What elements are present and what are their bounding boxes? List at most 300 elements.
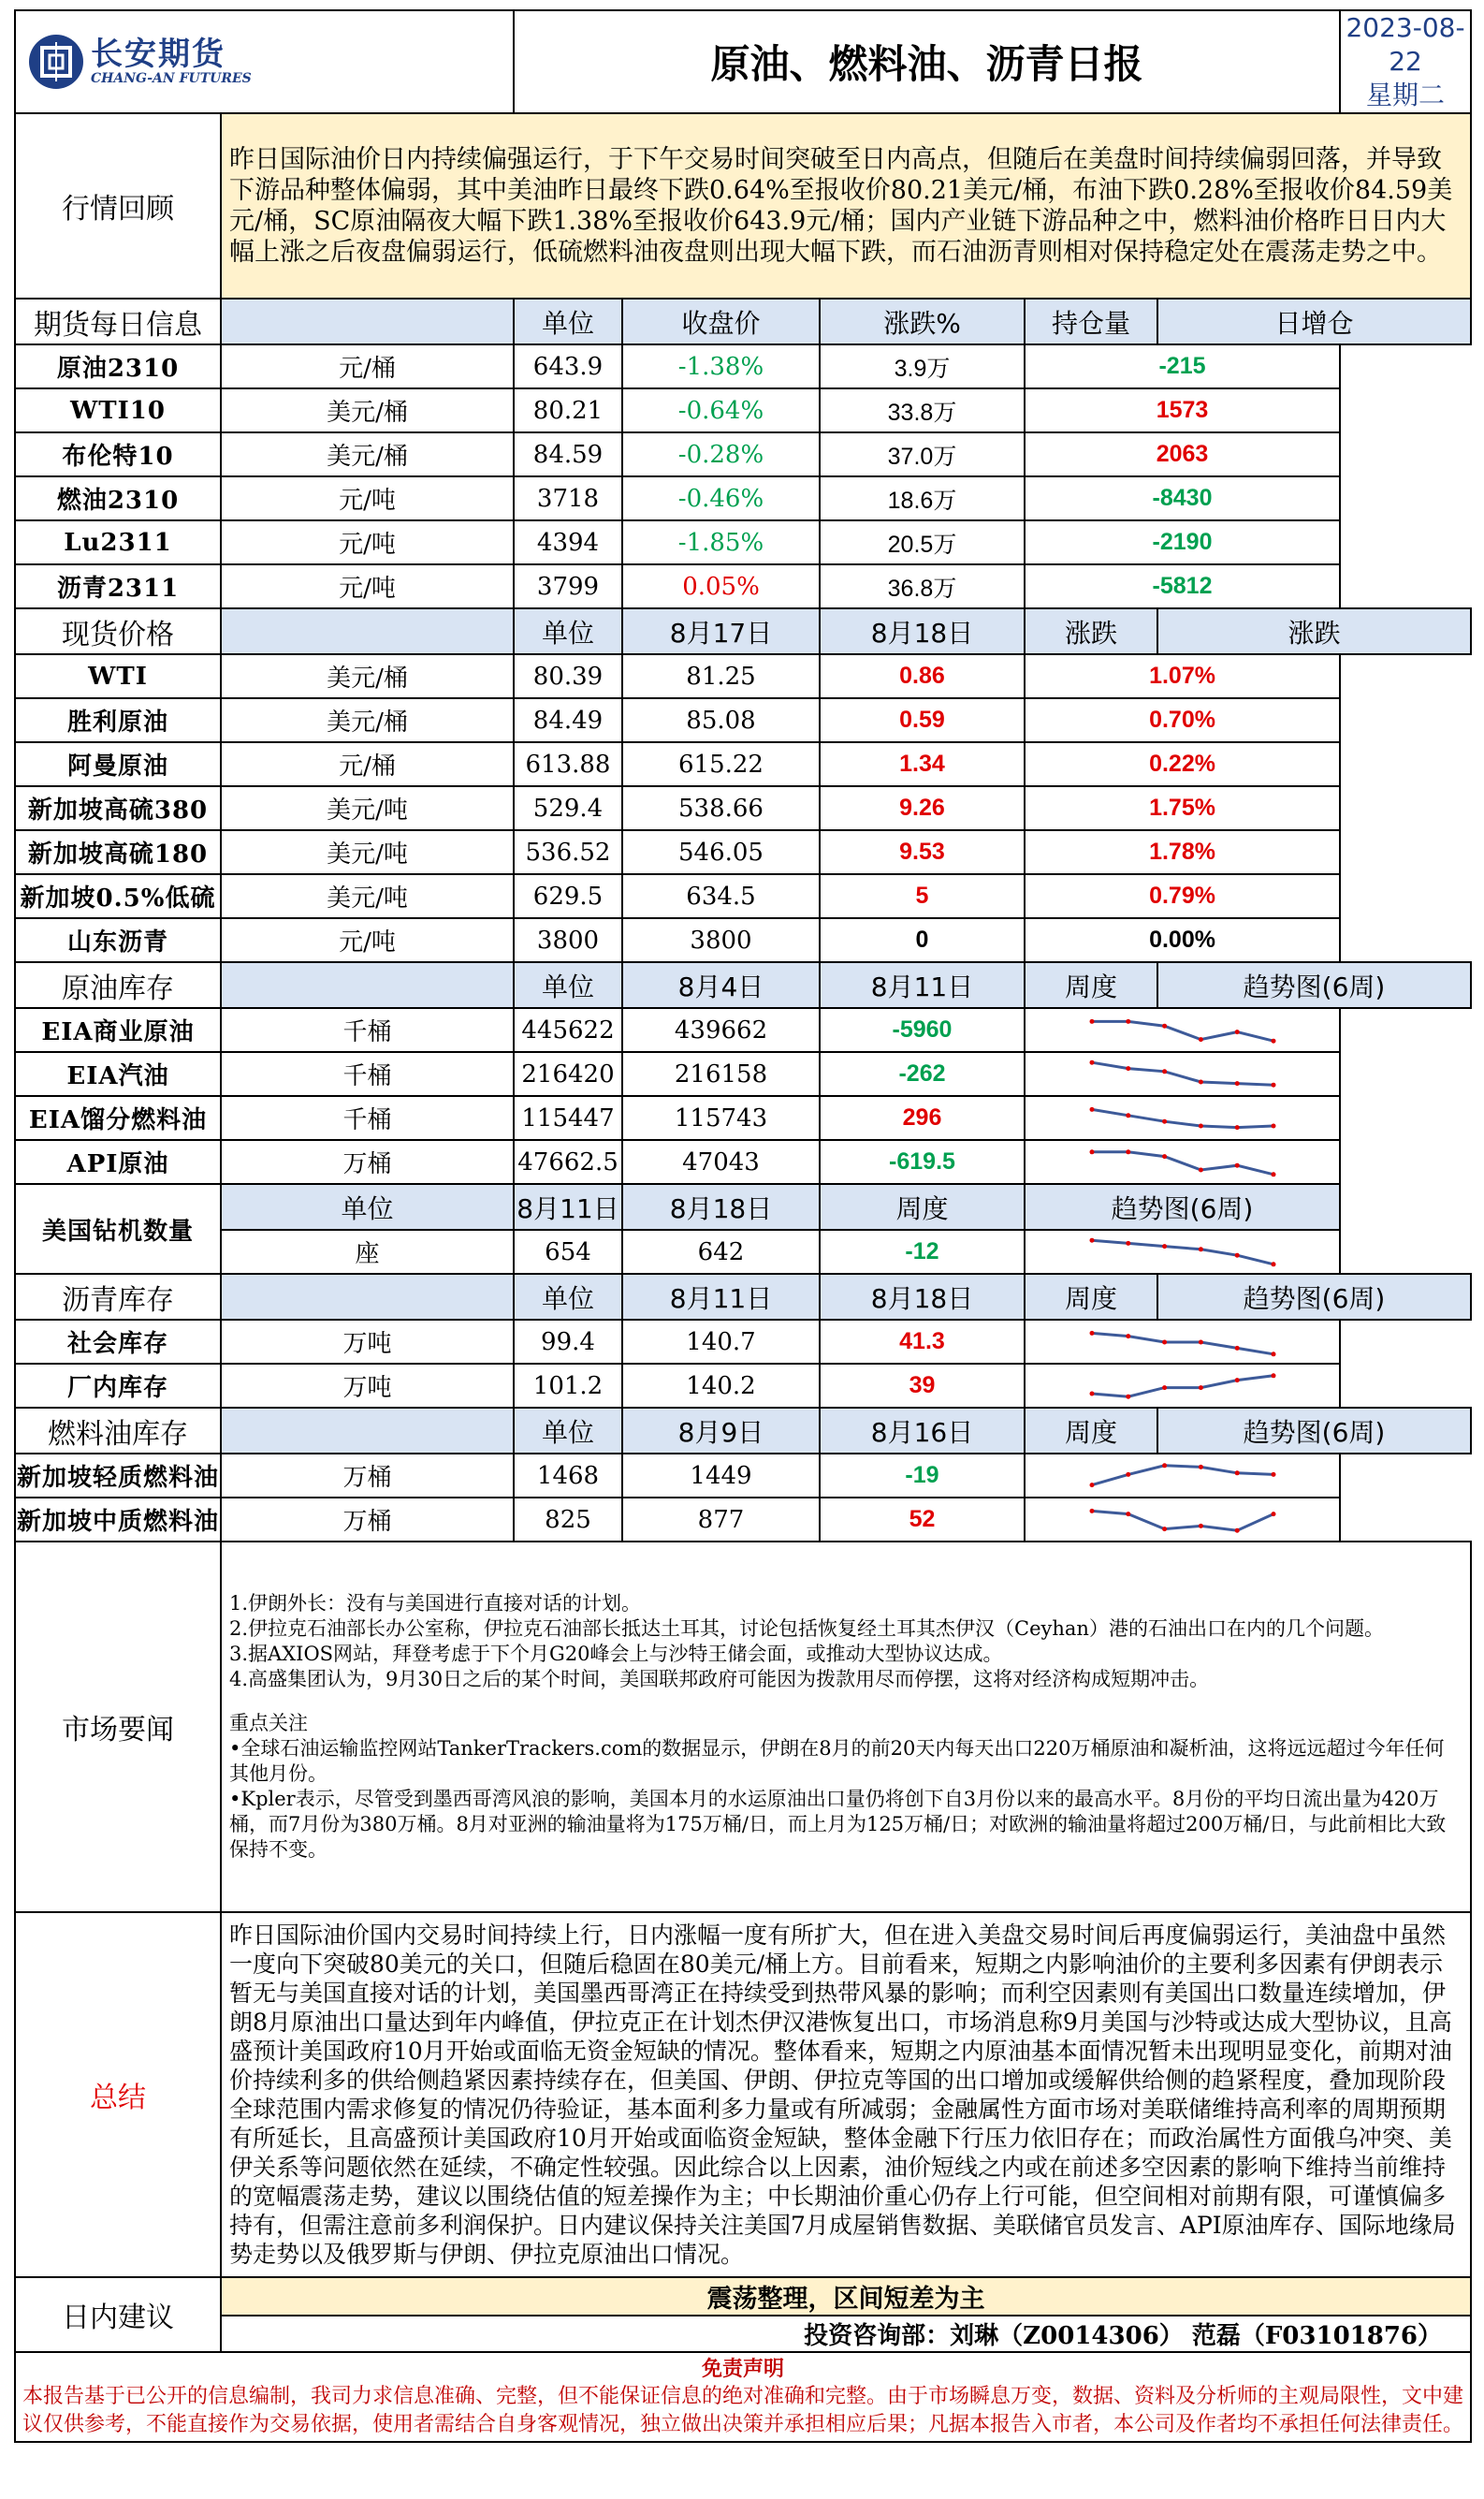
trend-point — [1126, 1066, 1130, 1071]
inventory-value-1: 445622 — [514, 1008, 622, 1052]
rig-header-row — [15, 1184, 1471, 1230]
trend-line — [1092, 1511, 1273, 1530]
inventory-value-2: 47043 — [622, 1140, 820, 1184]
inventory-row — [15, 1498, 1471, 1542]
rig-d1: 654 — [514, 1230, 622, 1274]
col-trend: 趋势图(6周) — [1157, 962, 1471, 1008]
futures-change-pct: -1.85% — [622, 520, 820, 564]
spot-name: 新加坡高硫380 — [15, 786, 221, 830]
inventory-trend-sparkline — [1025, 1052, 1340, 1096]
spot-unit: 美元/吨 — [221, 830, 514, 874]
inventory-value-2: 877 — [622, 1498, 820, 1542]
inventory-unit: 千桶 — [221, 1052, 514, 1096]
trend-point — [1234, 1527, 1239, 1532]
inventory-name: EIA汽油 — [15, 1052, 221, 1096]
spot-change-pct: 1.07% — [1025, 654, 1340, 698]
spot-row — [15, 786, 1471, 830]
spot-price-2: 85.08 — [622, 698, 820, 742]
rig-trend-sparkline — [1025, 1230, 1340, 1274]
trend-point — [1162, 1118, 1167, 1123]
report-date: 2023-08-22 — [1346, 12, 1465, 77]
futures-name: 原油2310 — [15, 344, 221, 388]
news-label: 市场要闻 — [15, 1542, 221, 1912]
trend-point — [1162, 1385, 1167, 1390]
spot-change-pct: 0.79% — [1025, 874, 1340, 918]
futures-name: Lu2311 — [15, 520, 221, 564]
asphalt-inventory-label: 沥青库存 — [15, 1274, 221, 1320]
trend-line — [1092, 1333, 1273, 1353]
inventory-name: EIA馏分燃料油 — [15, 1096, 221, 1140]
futures-open-interest: 33.8万 — [820, 388, 1025, 432]
trend-point — [1089, 1149, 1094, 1154]
spot-price-2: 538.66 — [622, 786, 820, 830]
trend-point — [1198, 1385, 1202, 1390]
focus-title: 重点关注 — [229, 1712, 308, 1734]
inventory-row — [15, 1140, 1471, 1184]
news-item: 1.伊朗外长：没有与美国进行直接对话的计划。 — [229, 1592, 642, 1615]
trend-line — [1092, 1109, 1273, 1127]
futures-close: 3799 — [514, 564, 622, 608]
futures-unit: 元/吨 — [221, 476, 514, 520]
inventory-value-2: 1449 — [622, 1454, 820, 1498]
inventory-weekly-change: 296 — [820, 1096, 1025, 1140]
trend-svg — [1084, 1501, 1281, 1539]
spot-price-2: 634.5 — [622, 874, 820, 918]
inventory-row — [15, 1052, 1471, 1096]
futures-change-pct: -0.64% — [622, 388, 820, 432]
rig-d2: 642 — [622, 1230, 820, 1274]
futures-unit: 元/吨 — [221, 520, 514, 564]
disclaimer-row — [15, 2352, 1471, 2442]
news-item: 2.伊拉克石油部长办公室称，伊拉克石油部长抵达土耳其，讨论包括恢复经土耳其杰伊汉（Ceyhan）港的石油出口在内的几个问题。 — [229, 1617, 1384, 1640]
daily-report — [14, 9, 1470, 2443]
futures-close: 80.21 — [514, 388, 622, 432]
spot-unit: 美元/吨 — [221, 786, 514, 830]
col-date-2: 8月18日 — [820, 608, 1025, 654]
spot-row — [15, 918, 1471, 962]
spot-change-pct: 1.78% — [1025, 830, 1340, 874]
trend-svg — [1084, 1323, 1281, 1361]
inventory-trend-sparkline — [1025, 1320, 1340, 1364]
crude-header-row — [15, 962, 1471, 1008]
spot-header-row — [15, 608, 1471, 654]
trend-line — [1092, 1240, 1273, 1264]
spot-unit: 美元/桶 — [221, 698, 514, 742]
futures-rows — [15, 344, 1471, 608]
spot-label: 现货价格 — [15, 608, 221, 654]
col-weekly: 周度 — [1025, 1408, 1157, 1454]
asphalt-blank-head — [221, 1274, 514, 1320]
spot-row — [15, 654, 1471, 698]
col-weekly: 周度 — [820, 1184, 1025, 1230]
trend-point — [1271, 1512, 1275, 1516]
inventory-unit: 万吨 — [221, 1364, 514, 1408]
futures-daily-oi-change: -215 — [1025, 344, 1340, 388]
inventory-row — [15, 1008, 1471, 1052]
trend-point — [1234, 1162, 1239, 1167]
futures-open-interest: 20.5万 — [820, 520, 1025, 564]
rig-data-row — [15, 1230, 1471, 1274]
col-daily-oi-change: 日增仓 — [1157, 299, 1471, 344]
futures-change-pct: -0.46% — [622, 476, 820, 520]
rig-count-name: 美国钻机数量 — [15, 1184, 221, 1274]
trend-point — [1162, 1023, 1167, 1028]
trend-point — [1198, 1523, 1202, 1527]
focus-item: •全球石油运输监控网站TankerTrackers.com的数据显示，伊朗在8月的前20天内每天出口220万桶原油和凝析油，这将远远超过今年任何其他月份。 — [229, 1737, 1445, 1785]
spot-price-1: 629.5 — [514, 874, 622, 918]
spot-price-1: 613.88 — [514, 742, 622, 786]
crude-blank-head — [221, 962, 514, 1008]
spot-price-2: 615.22 — [622, 742, 820, 786]
spot-change: 0.59 — [820, 698, 1025, 742]
futures-row — [15, 388, 1471, 432]
trend-svg — [1084, 1144, 1281, 1181]
col-date-2: 8月11日 — [820, 962, 1025, 1008]
trend-point — [1089, 1060, 1094, 1064]
spot-change-pct: 0.22% — [1025, 742, 1340, 786]
crude-inventory-label: 原油库存 — [15, 962, 221, 1008]
trend-point — [1162, 1463, 1167, 1468]
trend-point — [1126, 1471, 1130, 1476]
spot-price-2: 3800 — [622, 918, 820, 962]
spot-change: 9.53 — [820, 830, 1025, 874]
review-row — [15, 113, 1471, 299]
col-change-pct: 涨跌% — [820, 299, 1025, 344]
summary-row — [15, 1912, 1471, 2277]
news-item: 3.据AXIOS网站，拜登考虑于下个月G20峰会上与沙特王储会面，或推动大型协议达成。 — [229, 1643, 1003, 1665]
trend-point — [1271, 1082, 1275, 1087]
inventory-weekly-change: -5960 — [820, 1008, 1025, 1052]
futures-close: 643.9 — [514, 344, 622, 388]
col-unit: 单位 — [514, 962, 622, 1008]
trend-point — [1271, 1352, 1275, 1356]
report-weekday: 星期二 — [1366, 80, 1446, 110]
spot-rows — [15, 654, 1471, 962]
news-spacer — [229, 1692, 1462, 1711]
inventory-weekly-change: 52 — [820, 1498, 1025, 1542]
spot-name: WTI — [15, 654, 221, 698]
trend-point — [1162, 1339, 1167, 1344]
disclaimer-text: 本报告基于已公开的信息编制，我司力求信息准确、完整，但不能保证信息的绝对准确和完整。由于市场瞬息万变，数据、资料及分析师的主观局限性，文中建议仅供参考，不能直接作为交易依据，使用者需结合自身客观情况，独立做出决策并承担相应后果；凡据本报告入市者，本公司及作者均不承担任何法律责任。 — [22, 2385, 1464, 2436]
col-unit: 单位 — [514, 1274, 622, 1320]
trend-point — [1126, 1113, 1130, 1118]
futures-close: 3718 — [514, 476, 622, 520]
disclaimer-title: 免责声明 — [702, 2357, 785, 2381]
inventory-unit: 万桶 — [221, 1498, 514, 1542]
trend-point — [1198, 1123, 1202, 1128]
spot-price-1: 84.49 — [514, 698, 622, 742]
spot-name: 新加坡高硫180 — [15, 830, 221, 874]
inventory-trend-sparkline — [1025, 1364, 1340, 1408]
trend-point — [1234, 1470, 1239, 1475]
inventory-value-1: 115447 — [514, 1096, 622, 1140]
futures-row — [15, 520, 1471, 564]
spot-price-1: 3800 — [514, 918, 622, 962]
col-date-1: 8月4日 — [622, 962, 820, 1008]
trend-svg — [1084, 1056, 1281, 1093]
futures-blank-head — [221, 299, 514, 344]
spot-unit: 美元/桶 — [221, 654, 514, 698]
col-unit: 单位 — [514, 608, 622, 654]
col-weekly: 周度 — [1025, 962, 1157, 1008]
futures-header-row — [15, 299, 1471, 344]
inventory-row — [15, 1454, 1471, 1498]
spot-blank-head — [221, 608, 514, 654]
inventory-name: 社会库存 — [15, 1320, 221, 1364]
futures-daily-oi-change: 1573 — [1025, 388, 1340, 432]
trend-point — [1234, 1252, 1239, 1257]
consultant-info: 投资咨询部：刘琳（Z0014306） 范磊（F03101876） — [221, 2316, 1471, 2352]
trend-point — [1271, 1172, 1275, 1176]
trend-point — [1126, 1512, 1130, 1516]
inventory-trend-sparkline — [1025, 1140, 1340, 1184]
futures-name: 沥青2311 — [15, 564, 221, 608]
inventory-unit: 万吨 — [221, 1320, 514, 1364]
inventory-weekly-change: 41.3 — [820, 1320, 1025, 1364]
spot-change: 0.86 — [820, 654, 1025, 698]
trend-point — [1234, 1378, 1239, 1382]
inventory-value-1: 47662.5 — [514, 1140, 622, 1184]
inventory-value-1: 99.4 — [514, 1320, 622, 1364]
spot-name: 山东沥青 — [15, 918, 221, 962]
logo-emblem-icon — [29, 35, 83, 89]
trend-point — [1198, 1339, 1202, 1344]
summary-label: 总结 — [15, 1912, 221, 2277]
trend-svg — [1084, 1367, 1281, 1405]
col-unit: 单位 — [514, 1408, 622, 1454]
trend-point — [1271, 1262, 1275, 1266]
col-unit: 单位 — [221, 1184, 514, 1230]
spot-row — [15, 742, 1471, 786]
col-trend: 趋势图(6周) — [1157, 1408, 1471, 1454]
trend-point — [1234, 1345, 1239, 1350]
inventory-value-1: 825 — [514, 1498, 622, 1542]
trend-point — [1126, 1334, 1130, 1338]
futures-change-pct: 0.05% — [622, 564, 820, 608]
futures-unit: 美元/桶 — [221, 388, 514, 432]
inventory-row — [15, 1320, 1471, 1364]
inventory-value-2: 115743 — [622, 1096, 820, 1140]
disclaimer — [15, 2352, 1471, 2442]
trend-point — [1234, 1125, 1239, 1130]
col-weekly: 周度 — [1025, 1274, 1157, 1320]
rig-unit: 座 — [221, 1230, 514, 1274]
spot-row — [15, 698, 1471, 742]
intraday-advice: 震荡整理，区间短差为主 — [221, 2277, 1471, 2316]
spot-name: 胜利原油 — [15, 698, 221, 742]
trend-svg — [1084, 1457, 1281, 1495]
futures-unit: 美元/桶 — [221, 432, 514, 476]
inventory-value-2: 140.7 — [622, 1320, 820, 1364]
logo-name-en: CHANG-AN FUTURES — [91, 71, 252, 86]
col-date-1: 8月9日 — [622, 1408, 820, 1454]
futures-name: 燃油2310 — [15, 476, 221, 520]
inventory-weekly-change: -262 — [820, 1052, 1025, 1096]
rig-weekly: -12 — [820, 1230, 1025, 1274]
spot-price-2: 81.25 — [622, 654, 820, 698]
futures-close: 4394 — [514, 520, 622, 564]
review-text: 昨日国际油价日内持续偏强运行，于下午交易时间突破至日内高点，但随后在美盘时间持续偏弱回落，并导致下游品种整体偏弱，其中美油昨日最终下跌0.64%至报收价80.21美元/桶，布油下跌0.28%至报收价84.59美元/桶，SC原油隔夜大幅下跌1.38%至报收价643.9元/桶；国内产业链下游品种之中，燃料油价格昨日日内大幅上涨之后夜盘偏弱运行，低硫燃料油夜盘则出现大幅下跌，而石油沥青则相对保持稳定处在震荡走势之中。 — [221, 113, 1471, 299]
inventory-weekly-change: -19 — [820, 1454, 1025, 1498]
spot-name: 阿曼原油 — [15, 742, 221, 786]
futures-name: WTI10 — [15, 388, 221, 432]
col-date-2: 8月18日 — [622, 1184, 820, 1230]
inventory-trend-sparkline — [1025, 1096, 1340, 1140]
col-trend: 趋势图(6周) — [1025, 1184, 1340, 1230]
trend-line — [1092, 1151, 1273, 1174]
trend-svg — [1084, 1012, 1281, 1049]
report-title: 原油、燃料油、沥青日报 — [514, 10, 1340, 113]
trend-point — [1198, 1037, 1202, 1042]
trend-point — [1198, 1247, 1202, 1251]
trend-line — [1092, 1375, 1273, 1396]
trend-point — [1089, 1483, 1094, 1487]
trend-point — [1089, 1391, 1094, 1396]
inventory-unit: 千桶 — [221, 1096, 514, 1140]
inventory-trend-sparkline — [1025, 1498, 1340, 1542]
col-change-pct: 涨跌 — [1157, 608, 1471, 654]
spot-price-2: 546.05 — [622, 830, 820, 874]
inventory-row — [15, 1096, 1471, 1140]
review-label: 行情回顾 — [15, 113, 221, 299]
spot-change-pct: 0.70% — [1025, 698, 1340, 742]
summary-text: 昨日国际油价国内交易时间持续上行，日内涨幅一度有所扩大，但在进入美盘交易时间后再度偏弱运行，美油盘中虽然一度向下突破80美元的关口，但随后稳固在80美元/桶上方。目前看来，短期之内影响油价的主要利多因素有伊朗表示暂无与美国直接对话的计划，美国墨西哥湾正在持续受到热带风暴的影响；而利空因素则有美国出口数量连续增加，伊朗8月原油出口量达到年内峰值，伊拉克正在计划杰伊汉港恢复出口，市场消息称9月美国与沙特或达成大型协议，且高盛预计美国政府10月开始或面临无资金短缺的情况。整体看来，短期之内原油基本面情况暂未出现明显变化，前期对油价持续利多的供给侧趋紧因素持续存在，但美国、伊朗、伊拉克等国的出口增加或缓解供给侧的趋紧程度，叠加现阶段全球范围内需求修复的情况仍待验证，基本面利多力量或有所减弱；金融属性方面市场对美联储维持高利率的周期预期有所延长，且高盛预计美国政府10月开始或面临资金短缺，整体金融下行压力依旧存在；而政治属性方面俄乌冲突、美伊关系等问题依然在延续，不确定性较强。因此综合以上因素，油价短线之内或在前述多空因素的影响下维持当前维持的宽幅震荡走势，建议以围绕估值的短差操作为主；中长期油价重心仍存上行可能，但空间相对前期有限，可谨慎偏多持有，但需注意前多利润保护。日内建议保持关注美国7月成屋销售数据、美联储官员发言、API原油库存、国际地缘局势走势以及俄罗斯与伊朗、伊拉克原油出口情况。 — [221, 1912, 1471, 2277]
inventory-value-1: 216420 — [514, 1052, 622, 1096]
news-content — [221, 1542, 1471, 1912]
spot-name: 新加坡0.5%低硫 — [15, 874, 221, 918]
inventory-value-2: 216158 — [622, 1052, 820, 1096]
trend-point — [1234, 1030, 1239, 1034]
trend-point — [1162, 1069, 1167, 1074]
futures-daily-oi-change: -2190 — [1025, 520, 1340, 564]
inventory-unit: 万桶 — [221, 1140, 514, 1184]
news-row — [15, 1542, 1471, 1912]
trend-point — [1089, 1018, 1094, 1023]
report-date-cell — [1340, 10, 1471, 113]
consultant-row — [15, 2316, 1471, 2352]
inventory-name: EIA商业原油 — [15, 1008, 221, 1052]
futures-unit: 元/吨 — [221, 564, 514, 608]
spot-price-1: 529.4 — [514, 786, 622, 830]
inventory-weekly-change: -619.5 — [820, 1140, 1025, 1184]
inventory-name: 新加坡轻质燃料油 — [15, 1454, 221, 1498]
trend-point — [1089, 1508, 1094, 1513]
col-change: 涨跌 — [1025, 608, 1157, 654]
futures-change-pct: -1.38% — [622, 344, 820, 388]
futures-open-interest: 18.6万 — [820, 476, 1025, 520]
futures-daily-oi-change: 2063 — [1025, 432, 1340, 476]
logo-cell — [15, 10, 514, 113]
trend-point — [1162, 1244, 1167, 1249]
trend-point — [1089, 1237, 1094, 1242]
futures-close: 84.59 — [514, 432, 622, 476]
col-date-2: 8月16日 — [820, 1408, 1025, 1454]
trend-point — [1198, 1079, 1202, 1084]
futures-open-interest: 36.8万 — [820, 564, 1025, 608]
futures-row — [15, 564, 1471, 608]
trend-point — [1234, 1081, 1239, 1086]
futures-change-pct: -0.28% — [622, 432, 820, 476]
inventory-name: 厂内库存 — [15, 1364, 221, 1408]
spot-unit: 元/吨 — [221, 918, 514, 962]
spot-price-1: 536.52 — [514, 830, 622, 874]
spot-unit: 美元/吨 — [221, 874, 514, 918]
futures-unit: 元/桶 — [221, 344, 514, 388]
spot-row — [15, 830, 1471, 874]
trend-line — [1092, 1021, 1273, 1041]
inventory-value-2: 140.2 — [622, 1364, 820, 1408]
trend-point — [1271, 1471, 1275, 1476]
trend-point — [1198, 1167, 1202, 1172]
inventory-trend-sparkline — [1025, 1454, 1340, 1498]
trend-point — [1198, 1464, 1202, 1469]
trend-point — [1162, 1154, 1167, 1159]
inventory-value-1: 101.2 — [514, 1364, 622, 1408]
fuel-inventory-label: 燃料油库存 — [15, 1408, 221, 1454]
spot-change: 5 — [820, 874, 1025, 918]
trend-point — [1126, 1149, 1130, 1154]
trend-point — [1162, 1527, 1167, 1531]
spot-change: 1.34 — [820, 742, 1025, 786]
trend-point — [1089, 1330, 1094, 1335]
trend-line — [1092, 1062, 1273, 1085]
col-date-1: 8月11日 — [514, 1184, 622, 1230]
spot-change-pct: 0.00% — [1025, 918, 1340, 962]
spot-change: 0 — [820, 918, 1025, 962]
inventory-value-1: 1468 — [514, 1454, 622, 1498]
company-logo — [16, 11, 513, 112]
crude-inventory-rows — [15, 1008, 1471, 1184]
focus-item: •Kpler表示，尽管受到墨西哥湾风浪的影响，美国本月的水运原油出口量仍将创下自3月份以来的最高水平。8月份的平均日流出量为420万桶，而7月份为380万桶。8月对亚洲的输油量将为175万桶/日，而上月为125万桶/日；对欧洲的输油量将超过200万桶/日，与此前相比大致保持不变。 — [229, 1788, 1447, 1861]
inventory-trend-sparkline — [1025, 1008, 1340, 1052]
futures-open-interest: 37.0万 — [820, 432, 1025, 476]
futures-open-interest: 3.9万 — [820, 344, 1025, 388]
trend-line — [1092, 1465, 1273, 1484]
inventory-unit: 万桶 — [221, 1454, 514, 1498]
intraday-advice-row — [15, 2277, 1471, 2316]
trend-point — [1126, 1018, 1130, 1023]
futures-label: 期货每日信息 — [15, 299, 221, 344]
asphalt-header-row — [15, 1274, 1471, 1320]
inventory-name: API原油 — [15, 1140, 221, 1184]
trend-point — [1271, 1373, 1275, 1378]
inventory-weekly-change: 39 — [820, 1364, 1025, 1408]
col-date-2: 8月18日 — [820, 1274, 1025, 1320]
col-close: 收盘价 — [622, 299, 820, 344]
inventory-name: 新加坡中质燃料油 — [15, 1498, 221, 1542]
news-item: 4.高盛集团认为，9月30日之后的某个时间，美国联邦政府可能因为拨款用尽而停摆，这将对经济构成短期冲击。 — [229, 1668, 1210, 1690]
futures-row — [15, 476, 1471, 520]
report-header — [15, 10, 1471, 113]
report-table — [14, 9, 1472, 2443]
futures-daily-oi-change: -5812 — [1025, 564, 1340, 608]
col-unit: 单位 — [514, 299, 622, 344]
trend-point — [1126, 1240, 1130, 1245]
fuel-blank-head — [221, 1408, 514, 1454]
futures-name: 布伦特10 — [15, 432, 221, 476]
trend-point — [1089, 1106, 1094, 1111]
trend-point — [1271, 1038, 1275, 1043]
trend-point — [1126, 1394, 1130, 1398]
asphalt-inventory-rows — [15, 1320, 1471, 1408]
inventory-unit: 千桶 — [221, 1008, 514, 1052]
futures-daily-oi-change: -8430 — [1025, 476, 1340, 520]
fuel-inventory-rows — [15, 1454, 1471, 1542]
fuel-header-row — [15, 1408, 1471, 1454]
rig-trend-svg — [1084, 1234, 1281, 1271]
inventory-value-2: 439662 — [622, 1008, 820, 1052]
spot-change-pct: 1.75% — [1025, 786, 1340, 830]
